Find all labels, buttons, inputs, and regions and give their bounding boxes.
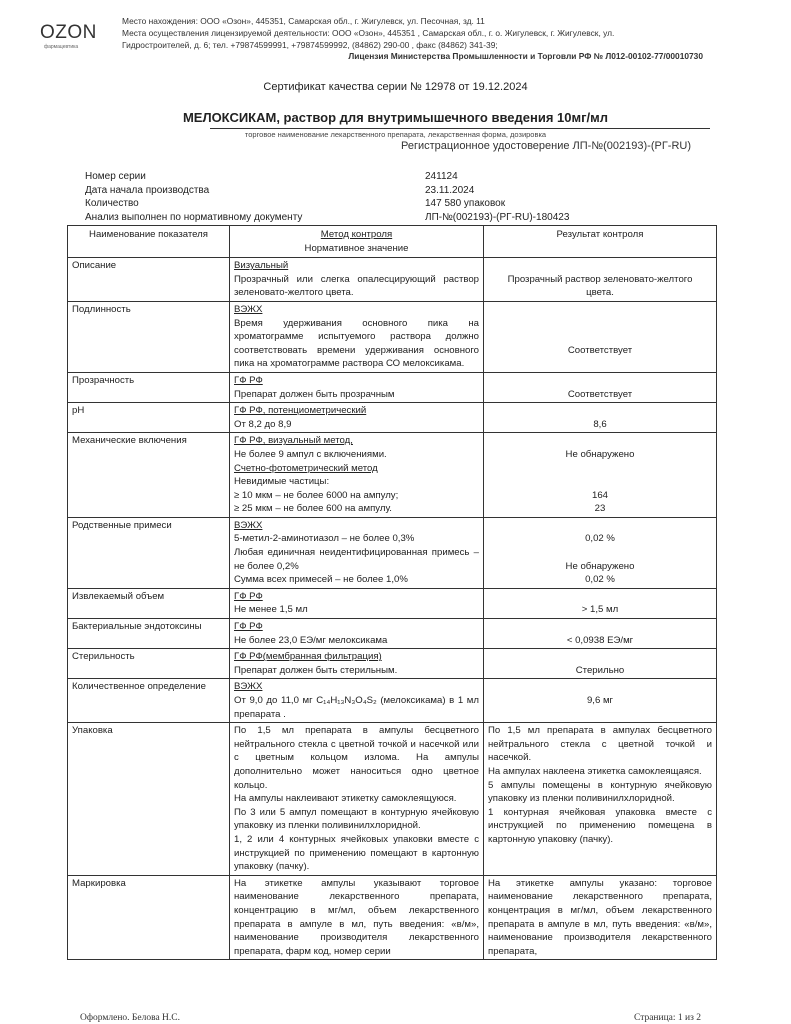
table-row bbox=[68, 433, 717, 518]
method-line: Сумма всех примесей – не более 1,0% bbox=[234, 574, 408, 586]
result-line: < 0,0938 ЕЭ/мг bbox=[566, 634, 634, 646]
result-line bbox=[488, 330, 712, 344]
method-line: По 1,5 мл препарата в ампулы бесцветного нейтрального стекла с цветной точкой и насечкой или с цветным кольцом излома. На ампулы дополнительно может наноситься одно цветное кольцо. bbox=[234, 725, 479, 791]
ozon-logo: OZON фармацевтика bbox=[40, 22, 97, 50]
method-line: Не более 9 ампул с включениями. bbox=[234, 448, 387, 460]
result-line bbox=[488, 374, 712, 388]
result-line: 0,02 % bbox=[585, 533, 615, 545]
method-cell bbox=[230, 649, 484, 679]
result-line: 9,6 мг bbox=[586, 695, 614, 706]
indicator-name: Количественное определение bbox=[68, 679, 230, 723]
method-line: ГФ РФ(мембранная фильтрация) bbox=[234, 651, 382, 663]
indicator-name: Маркировка bbox=[68, 875, 230, 960]
method-cell bbox=[230, 723, 484, 876]
quality-table bbox=[67, 225, 717, 960]
table-row bbox=[68, 619, 717, 649]
result-line: 8,6 bbox=[593, 418, 607, 430]
method-line: На ампулы наклеивают этикетку самоклеящуюся. bbox=[234, 793, 457, 805]
result-line: На этикетке ампулы указано: торговое наименование лекарственного препарата, концентрация в мг/мл, объем лекарственного препарата в ампуле в мл, путь введения: «в/м», наименование производителя лекарственного препарата, bbox=[488, 877, 712, 957]
method-cell bbox=[230, 372, 484, 402]
method-line: Прозрачный или слегка опалесцирующий раствор зеленовато-желтого цвета. bbox=[234, 273, 479, 299]
result-line bbox=[488, 475, 712, 489]
method-line: 1, 2 или 4 контурных ячейковых упаковки вместе с инструкцией по применению помещают в картонную упаковку (пачку). bbox=[234, 833, 479, 873]
info-row bbox=[85, 184, 569, 198]
result-line: Стерильно bbox=[575, 664, 625, 676]
info-value: ЛП-№(002193)-(РГ-RU)-180423 bbox=[425, 211, 570, 223]
header-method: Метод контроля Нормативное значение bbox=[230, 226, 484, 258]
info-label: Количество bbox=[85, 198, 139, 209]
indicator-name: Извлекаемый объем bbox=[68, 588, 230, 618]
batch-info bbox=[85, 170, 569, 224]
result-line bbox=[488, 546, 712, 560]
result-line bbox=[488, 259, 712, 273]
result-line bbox=[488, 650, 712, 664]
method-line: Время удерживания основного пика на хроматограмме испытуемого раствора должно соответствовать времени удерживания основного пика на хроматограмме раствора СО мелоксикама. bbox=[234, 317, 479, 370]
info-value: 23.11.2024 bbox=[425, 184, 475, 196]
method-line: 5-метил-2-аминотиазол – не более 0,3% bbox=[234, 533, 415, 545]
method-line: ВЭЖХ bbox=[234, 681, 263, 693]
method-line: От 8,2 до 8,9 bbox=[234, 418, 292, 430]
method-cell bbox=[230, 403, 484, 433]
result-cell bbox=[484, 649, 717, 679]
method-line: ГФ РФ, потенциометрический bbox=[234, 405, 367, 417]
result-cell bbox=[484, 588, 717, 618]
info-label: Дата начала производства bbox=[85, 184, 210, 196]
product-subtitle: торговое наименование лекарственного препарата, лекарственная форма, дозировка bbox=[244, 130, 547, 139]
table-row bbox=[68, 301, 717, 372]
result-line: 1 контурная ячейковая упаковка вместе с инструкцией по применению помещена в картонную упаковку (пачку). bbox=[488, 806, 712, 845]
method-line: ВЭЖХ bbox=[234, 303, 263, 315]
method-line: ВЭЖХ bbox=[234, 519, 263, 531]
result-cell bbox=[484, 301, 717, 372]
result-line bbox=[488, 620, 712, 634]
indicator-name: Механические включения bbox=[68, 433, 230, 518]
method-line: ГФ РФ bbox=[234, 590, 263, 602]
license: Лицензия Министерства Промышленности и Торговли РФ № Л012-00102-77/00010730 bbox=[348, 51, 703, 61]
indicator-name: pH bbox=[68, 403, 230, 433]
result-line bbox=[488, 590, 712, 604]
product-title: МЕЛОКСИКАМ, раствор для внутримышечного введения 10мг/мл bbox=[182, 110, 609, 125]
table-header bbox=[68, 226, 717, 258]
result-line: Соответствует bbox=[567, 388, 633, 400]
indicator-name: Упаковка bbox=[68, 723, 230, 876]
method-line: ГФ РФ, визуальный метод, bbox=[234, 435, 353, 447]
result-cell bbox=[484, 619, 717, 649]
info-value: 241124 bbox=[425, 171, 458, 182]
method-cell bbox=[230, 619, 484, 649]
result-line: > 1,5 мл bbox=[581, 604, 619, 616]
result-line: На ампулах наклеена этикетка самоклеящаяся. bbox=[488, 765, 702, 777]
result-line bbox=[488, 462, 712, 476]
address-line-1: Место нахождения: ООО «Озон», 445351, Самарская обл., г. Жигулевск, ул. Песочная, зд. 11 bbox=[122, 16, 485, 26]
header-result: Результат контроля bbox=[484, 226, 717, 258]
table-row bbox=[68, 372, 717, 402]
method-line: ГФ РФ bbox=[234, 374, 263, 386]
table-row bbox=[68, 723, 717, 876]
result-line: По 1,5 мл препарата в ампулах бесцветного нейтрального стекла с цветной точкой и насечкой. bbox=[488, 725, 712, 764]
indicator-name: Родственные примеси bbox=[68, 517, 230, 588]
result-line bbox=[488, 317, 712, 331]
result-cell bbox=[484, 875, 717, 960]
indicator-name: Описание bbox=[68, 258, 230, 302]
method-cell bbox=[230, 588, 484, 618]
result-cell bbox=[484, 517, 717, 588]
method-line: По 3 или 5 ампул помещают в контурную ячейковую упаковку из пленки поливинилхлоридной. bbox=[234, 806, 479, 832]
registration: Регистрационное удостоверение ЛП-№(002193)-(РГ-RU) bbox=[400, 140, 691, 152]
info-label: Анализ выполнен по нормативному документу bbox=[85, 211, 303, 223]
prepared-by: Оформлено. Белова Н.С. bbox=[80, 1013, 180, 1023]
title-underline bbox=[210, 128, 710, 129]
indicator-name: Подлинность bbox=[68, 301, 230, 372]
method-cell bbox=[230, 258, 484, 302]
indicator-name: Стерильность bbox=[68, 649, 230, 679]
method-line: Препарат должен быть стерильным. bbox=[234, 664, 398, 676]
result-cell bbox=[484, 433, 717, 518]
info-value: 147 580 упаковок bbox=[425, 198, 506, 209]
result-cell bbox=[484, 372, 717, 402]
certificate-title: Сертификат качества серии № 12978 от 19.12.2024 bbox=[263, 81, 528, 93]
table-row bbox=[68, 649, 717, 679]
result-line: Не обнаружено bbox=[565, 560, 635, 572]
result-line bbox=[488, 519, 712, 533]
method-cell bbox=[230, 517, 484, 588]
result-cell bbox=[484, 258, 717, 302]
result-line bbox=[488, 434, 712, 448]
method-cell bbox=[230, 679, 484, 723]
method-cell bbox=[230, 875, 484, 960]
result-cell bbox=[484, 723, 717, 876]
result-line bbox=[488, 680, 712, 694]
info-row bbox=[85, 211, 569, 225]
table-row bbox=[68, 679, 717, 723]
info-row bbox=[85, 197, 569, 211]
method-line: Не более 23,0 ЕЭ/мг мелоксикама bbox=[234, 634, 388, 646]
method-line: Любая единичная неидентифицированная примесь – не более 0,2% bbox=[234, 547, 479, 572]
result-line: 0,02 % bbox=[585, 574, 615, 586]
method-line: Невидимые частицы: bbox=[234, 476, 330, 488]
info-row bbox=[85, 170, 569, 184]
method-line: ≥ 10 мкм – не более 6000 на ампулу; bbox=[234, 489, 399, 501]
result-line: 5 ампулы помещены в контурную ячейковую упаковку из пленки поливинилхлоридной. bbox=[488, 779, 712, 805]
indicator-name: Бактериальные эндотоксины bbox=[68, 619, 230, 649]
result-line: 23 bbox=[594, 503, 606, 515]
table-row bbox=[68, 403, 717, 433]
table-row bbox=[68, 517, 717, 588]
method-line: Препарат должен быть прозрачным bbox=[234, 388, 395, 400]
table-row bbox=[68, 258, 717, 302]
info-label: Номер серии bbox=[85, 171, 146, 182]
result-line: Не обнаружено bbox=[565, 448, 635, 460]
method-line: Счетно-фотометрический метод bbox=[234, 462, 378, 474]
address-line-2: Места осуществления лицензируемой деятельности: ООО «Озон», 445351 , Самарская обл., г. о. Жигулевск, г. Жигулевск, ул. bbox=[122, 28, 615, 38]
table-row bbox=[68, 588, 717, 618]
result-line bbox=[488, 303, 712, 317]
result-line: 164 bbox=[591, 489, 608, 501]
table-row bbox=[68, 875, 717, 960]
result-line: цвета. bbox=[586, 287, 614, 299]
result-line: Прозрачный раствор зеленовато-желтого bbox=[507, 273, 693, 285]
method-cell bbox=[230, 301, 484, 372]
method-line: ГФ РФ bbox=[234, 621, 263, 633]
page-number: Страница: 1 из 2 bbox=[633, 1013, 701, 1023]
result-cell bbox=[484, 679, 717, 723]
result-line: Соответствует bbox=[567, 344, 633, 356]
method-line: Визуальный bbox=[234, 260, 289, 272]
method-line: Не менее 1,5 мл bbox=[234, 604, 308, 616]
method-line: От 9,0 до 11,0 мг C₁₄H₁₃N₃O₄S₂ (мелоксикама) в 1 мл препарата . bbox=[234, 695, 479, 720]
header-name: Наименование показателя bbox=[68, 226, 230, 258]
indicator-name: Прозрачность bbox=[68, 372, 230, 402]
address-line-3: Гидростроителей, д. 6; тел. +79874599991, +79874599992, (84862) 290-00 , факс (84862) 341-39; bbox=[122, 40, 498, 50]
method-line: На этикетке ампулы указывают торговое наименование лекарственного препарата, концентрацию в мг/мл, объем лекарственного препарата в ампуле в мл, путь введения: «в/м», наименование производителя лекарственного препарата, фарм код, номер серии bbox=[234, 877, 479, 957]
result-line bbox=[488, 404, 712, 418]
method-cell bbox=[230, 433, 484, 518]
method-line: ≥ 25 мкм – не более 600 на ампулу. bbox=[234, 503, 392, 515]
result-cell bbox=[484, 403, 717, 433]
